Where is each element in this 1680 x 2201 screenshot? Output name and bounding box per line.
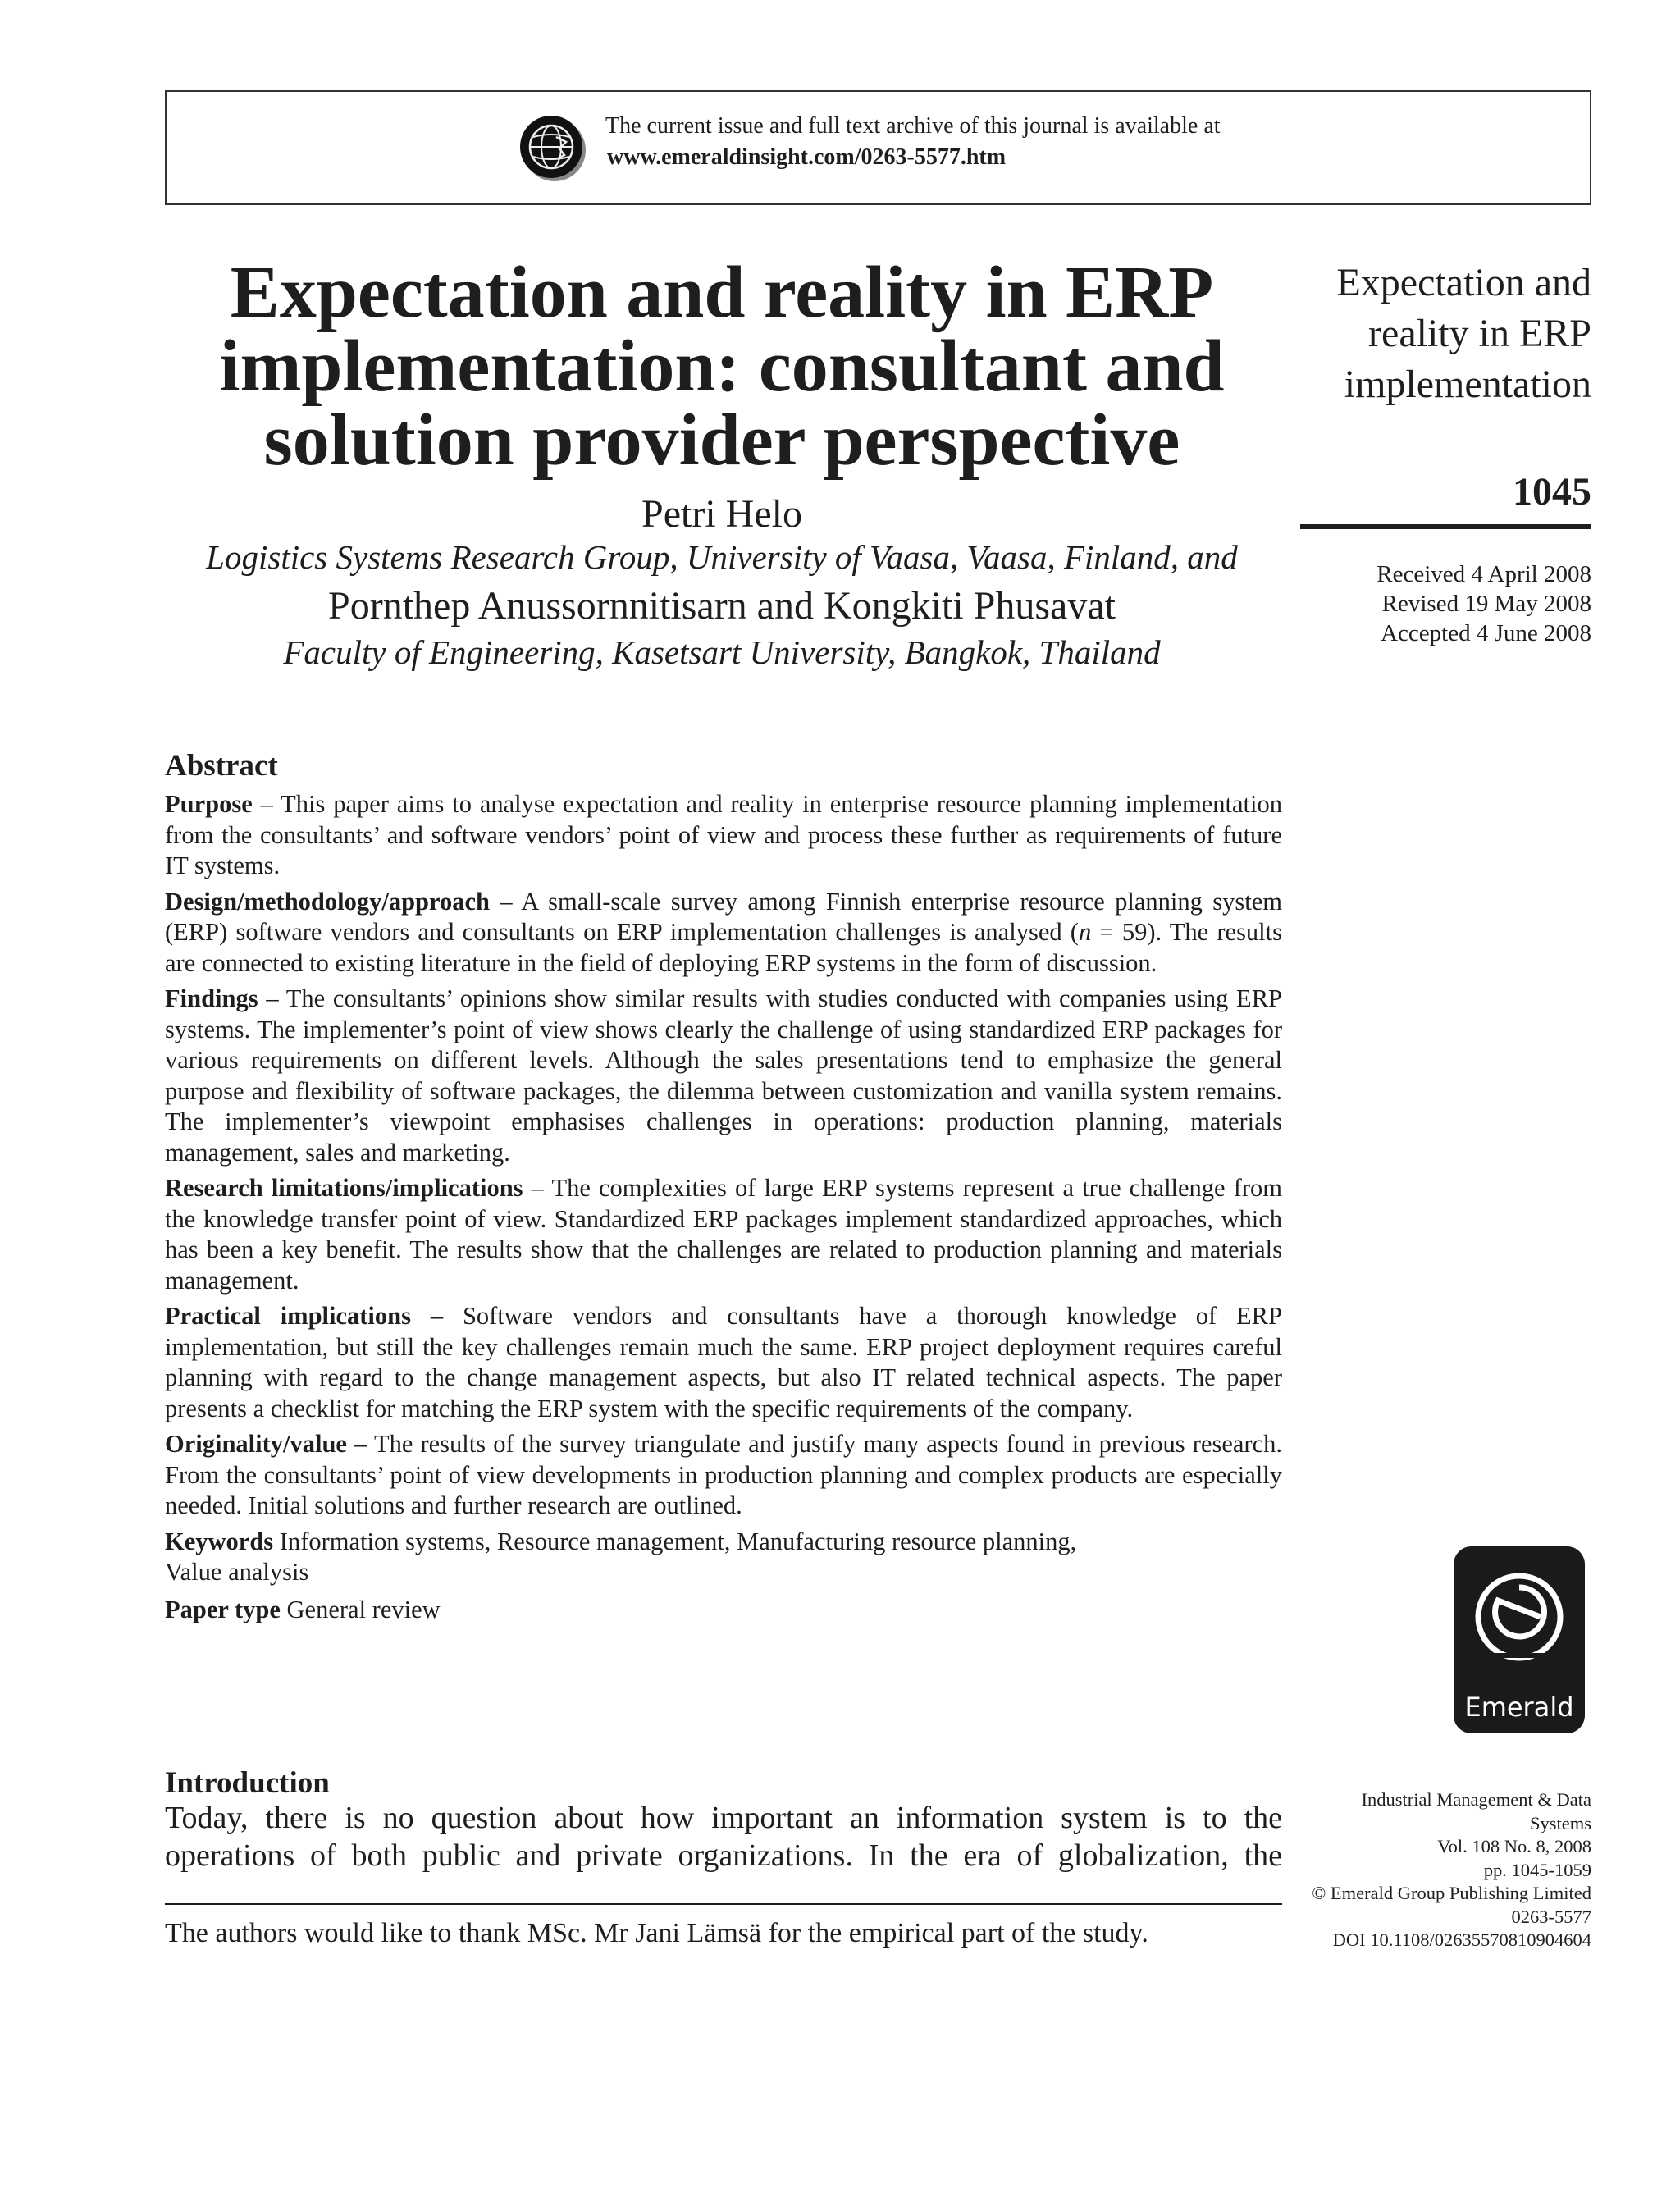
author-2: Pornthep Anussornnitisarn and Kongkiti Phusavat — [328, 584, 1116, 628]
acknowledgement-footnote: The authors would like to thank MSc. Mr Jani Lämsä for the empirical part of the study. — [165, 1918, 1148, 1948]
affiliation-1: Logistics Systems Research Group, University of Vaasa, Vaasa, Finland, and — [206, 538, 1238, 576]
keywords-text: Value analysis — [165, 1558, 309, 1586]
abstract-research — [165, 1173, 1282, 1296]
design-label: Design/methodology/approach — [165, 887, 490, 916]
purpose-label: Purpose — [165, 790, 253, 818]
page-range: pp. 1045-1059 — [1483, 1859, 1591, 1880]
running-title — [1280, 258, 1591, 410]
abstract-body — [165, 789, 1282, 1630]
page-number: 1045 — [1513, 470, 1591, 514]
keywords-label: Keywords — [165, 1527, 274, 1555]
emerald-logo — [1454, 1546, 1585, 1733]
research-text: – The complexities of large ERP systems represent a true challenge from the knowledge transfer point of view. Standardized ERP packages implement standardized approaches, which has been a key benefit. The results show that the challenges are related to production planning and materials management. — [165, 1174, 1282, 1295]
practical-text: – Software vendors and consultants have a thorough knowledge of ERP implementation, but still the key challenges remain much the same. ERP project deployment requires careful planning with regard to the change management aspects, but also IT related technical aspects. The paper presents a checklist for matching the ERP system with the specific requirements of the company. — [165, 1302, 1282, 1422]
abstract-findings — [165, 984, 1282, 1168]
abstract-originality — [165, 1429, 1282, 1522]
abstract-design — [165, 887, 1282, 979]
findings-text: – The consultants’ opinions show similar results with studies conducted with companies using ERP systems. The implementer’s point of view shows clearly the challenge of using standardized ERP packages for various requirements on different levels. Although the sales presentations tend to emphasize the general purpose and flexibility of software packages, the dilemma between customization and vanilla system remains. The implementer’s viewpoint emphasises challenges in operations: production planning, materials management, sales and marketing. — [165, 984, 1282, 1167]
paper-type-text: General review — [280, 1595, 441, 1623]
intro-line: operations of both public and private organizations. In the era of globalization, the — [165, 1838, 1282, 1873]
doi[interactable]: DOI 10.1108/02635570810904604 — [1332, 1929, 1591, 1950]
archive-notice: The current issue and full text archive of this journal is available at — [605, 113, 1221, 139]
journal-name: Industrial Management & Data — [1361, 1789, 1591, 1810]
journal-url[interactable]: www.emeraldinsight.com/0263-5577.htm — [607, 144, 1007, 170]
purpose-text: – This paper aims to analyse expectation and reality in enterprise resource planning implementation from the consultants’ and software vendors’ point of view and process these further as requirements of future IT systems. — [165, 790, 1282, 879]
copyright: © Emerald Group Publishing Limited — [1312, 1883, 1591, 1903]
keywords — [165, 1527, 1282, 1588]
journal-name: Systems — [1529, 1812, 1591, 1833]
logo-brand: Emerald — [1464, 1692, 1574, 1723]
paper-title — [131, 252, 1312, 481]
issn: 0263-5577 — [1511, 1906, 1591, 1927]
sidebar-rule — [1300, 524, 1591, 529]
paper-type-label: Paper type — [165, 1595, 281, 1623]
running-title-line: Expectation and — [1336, 261, 1591, 304]
revised-date: Revised 19 May 2008 — [1381, 591, 1591, 617]
intro-line: Today, there is no question about how important an information system is to the — [165, 1801, 1282, 1835]
title-line: solution provider perspective — [263, 400, 1180, 481]
paper-type — [165, 1595, 1282, 1626]
introduction-heading: Introduction — [165, 1766, 330, 1800]
running-title-line: implementation — [1344, 363, 1591, 406]
journal-info — [1296, 1788, 1591, 1952]
publication-dates — [1280, 559, 1591, 648]
sample-size-symbol: n — [1078, 918, 1092, 946]
keywords-text: Information systems, Resource management, Manufacturing resource planning, — [273, 1527, 1077, 1555]
globe-icon — [517, 112, 587, 183]
footnote-rule — [165, 1903, 1282, 1905]
affiliation-2: Faculty of Engineering, Kasetsart University, Bangkok, Thailand — [283, 633, 1161, 671]
practical-label: Practical implications — [165, 1302, 411, 1330]
findings-label: Findings — [165, 984, 258, 1012]
title-line: implementation: consultant and — [219, 326, 1225, 407]
design-text: – A small-scale survey among Finnish enterprise resource planning system (ERP) software vendors and consultants on ERP implementation challenges is analysed ( — [165, 887, 1282, 946]
accepted-date: Accepted 4 June 2008 — [1381, 620, 1591, 646]
research-label: Research limitations/implications — [165, 1174, 523, 1202]
running-title-line: reality in ERP — [1368, 312, 1591, 355]
received-date: Received 4 April 2008 — [1376, 561, 1591, 587]
abstract-purpose — [165, 789, 1282, 882]
abstract-practical — [165, 1301, 1282, 1424]
abstract-heading: Abstract — [165, 749, 278, 783]
originality-label: Originality/value — [165, 1430, 347, 1458]
volume-issue: Vol. 108 No. 8, 2008 — [1437, 1836, 1591, 1856]
title-line: Expectation and reality in ERP — [230, 252, 1214, 333]
originality-text: – The results of the survey triangulate and justify many aspects found in previous research. From the consultants’ point of view developments in production planning and complex products are especially needed. Initial solutions and further research are outlined. — [165, 1430, 1282, 1519]
author-1: Petri Helo — [641, 492, 802, 536]
design-text: = 59). The results are connected to existing literature in the field of deploying ERP systems in the form of discussion. — [165, 918, 1283, 977]
introduction-body — [165, 1799, 1282, 1875]
